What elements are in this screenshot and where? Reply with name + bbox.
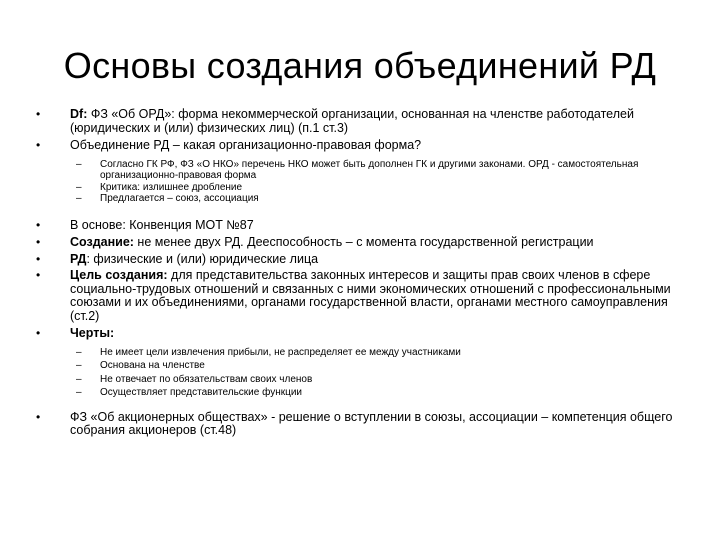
employers-label: РД xyxy=(70,251,87,266)
definition-label: Df: xyxy=(70,107,88,121)
legal-form-text: Объединение РД – какая организационно-правовая форма? xyxy=(70,138,422,152)
bullet-icon: • xyxy=(36,251,41,266)
creation-label: Создание: xyxy=(70,235,134,249)
bullet-item-features xyxy=(36,327,690,341)
dash-icon: – xyxy=(76,387,82,398)
sub-item-text: Критика: излишнее дробление xyxy=(100,181,243,193)
dash-icon: – xyxy=(76,360,82,371)
features-label: Черты: xyxy=(70,326,115,340)
sub-item xyxy=(76,360,690,372)
sub-item-text: Не отвечает по обязательствам своих членов xyxy=(100,373,313,385)
dash-icon: – xyxy=(76,373,82,385)
sub-item-text: Не имеет цели извлечения прибыли, не распределяет ее между участниками xyxy=(100,346,461,358)
bullet-icon: • xyxy=(36,217,41,232)
bullet-item-purpose xyxy=(36,269,690,323)
bullet-icon: • xyxy=(36,409,41,424)
sub-item xyxy=(76,347,690,359)
slide-title: Основы создания объединений РД xyxy=(63,45,657,86)
bullet-list-definition xyxy=(36,108,690,153)
employers-text: : физические и (или) юридические лица xyxy=(86,251,319,266)
slide-content xyxy=(36,108,690,438)
bullet-item-employers xyxy=(36,253,690,267)
joint-stock-text: ФЗ «Об акционерных обществах» - решение о вступлении в союзы, ассоциации – компетенция общего собрания акционеров (ст.48) xyxy=(70,409,673,437)
bullet-item-joint-stock xyxy=(36,411,690,438)
sub-item xyxy=(76,182,690,194)
sub-item xyxy=(76,387,690,399)
dash-icon: – xyxy=(76,193,82,204)
dash-icon: – xyxy=(76,158,82,170)
sub-item xyxy=(76,193,690,205)
bullet-icon: • xyxy=(36,235,41,249)
bullet-item-creation xyxy=(36,236,690,250)
bullet-icon: • xyxy=(36,326,41,340)
sub-item-text: Осуществляет представительские функции xyxy=(100,387,302,398)
bullet-list-creation xyxy=(36,219,690,341)
definition-text: ФЗ «Об ОРД»: форма некоммерческой организации, основанная на членстве работодателей (юридических и (или) физических лиц) (п.1 ст.3) xyxy=(70,107,634,135)
bullet-list-joint-stock xyxy=(36,411,690,438)
purpose-text: для представительства законных интересов и защиты прав своих членов в сфере социально-трудовых отношений и связанных с ними экономических отношений с профессиональными союзами и их объединениями, органами государственной власти, органами местного самоуправления (ст.2) xyxy=(70,268,671,323)
bullet-icon: • xyxy=(36,268,41,282)
sub-item xyxy=(76,159,690,182)
dash-icon: – xyxy=(76,181,82,193)
bullet-item-definition xyxy=(36,108,690,135)
bullet-icon: • xyxy=(36,138,41,152)
sub-item-text: Основана на членстве xyxy=(100,360,205,371)
purpose-label: Цель создания: xyxy=(70,268,168,282)
sub-item xyxy=(76,374,690,386)
sub-list-legal-form xyxy=(76,159,690,205)
sub-item-text: Предлагается – союз, ассоциация xyxy=(100,193,259,204)
dash-icon: – xyxy=(76,346,82,358)
bullet-item-legal-form xyxy=(36,139,690,153)
sub-list-features xyxy=(76,347,690,399)
basis-text: В основе: Конвенция МОТ №87 xyxy=(70,217,254,232)
bullet-item-basis xyxy=(36,219,690,233)
sub-item-text: Согласно ГК РФ, ФЗ «О НКО» перечень НКО может быть дополнен ГК и другими законами. ОРД - самостоятельная организационно-правовая форма xyxy=(100,158,639,181)
bullet-icon: • xyxy=(36,107,41,121)
creation-text: не менее двух РД. Дееспособность – с момента государственной регистрации xyxy=(133,235,594,249)
